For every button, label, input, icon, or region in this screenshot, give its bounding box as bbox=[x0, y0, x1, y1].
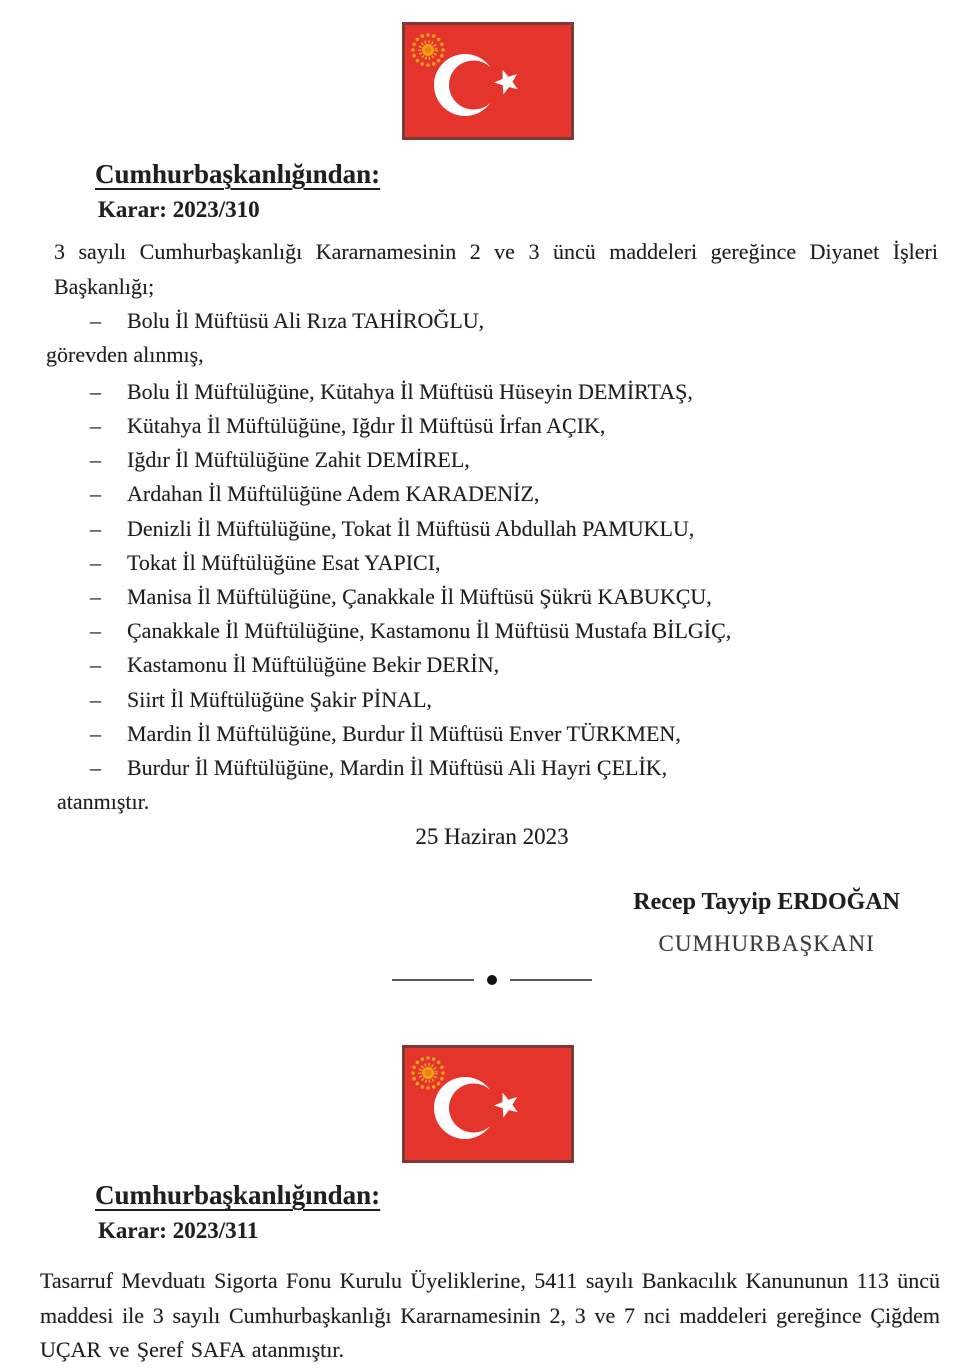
decree-section-310 bbox=[0, 22, 960, 985]
dash-marker: – bbox=[90, 652, 101, 678]
dash-marker: – bbox=[90, 412, 101, 438]
appointment-list-item bbox=[90, 614, 960, 648]
turkish-presidential-flag-icon bbox=[402, 1045, 574, 1163]
appointment-text: Çanakkale İl Müftülüğüne, Kastamonu İl Müftüsü Mustafa BİLGİÇ, bbox=[127, 618, 732, 644]
removed-person-text: Bolu İl Müftüsü Ali Rıza TAHİROĞLU, bbox=[127, 308, 485, 333]
signature-title: CUMHURBAŞKANI bbox=[658, 931, 875, 957]
signature-name: Recep Tayyip ERDOĞAN bbox=[633, 889, 900, 916]
removed-list-item bbox=[90, 304, 960, 338]
dash-marker: – bbox=[90, 686, 101, 712]
turkish-presidential-flag-icon bbox=[402, 22, 574, 140]
dash-marker: – bbox=[90, 720, 101, 746]
dash-marker: – bbox=[90, 308, 101, 333]
dash-marker: – bbox=[90, 447, 101, 473]
appointment-list-item bbox=[90, 683, 960, 717]
appointment-text: Bolu İl Müftülüğüne, Kütahya İl Müftüsü Hüseyin DEMİRTAŞ, bbox=[127, 378, 693, 404]
decree-body-paragraph: Tasarruf Mevduatı Sigorta Fonu Kurulu Üyeliklerine, 5411 sayılı Bankacılık Kanununun 113 üncü maddesi ile 3 sayılı Cumhurbaşkanlığı Kararnamesinin 2, 3 ve 7 nci maddeleri gereğince Çiğdem UÇAR ve Şeref SAFA atanmıştır. bbox=[40, 1268, 940, 1363]
dash-marker: – bbox=[90, 378, 101, 404]
appointment-list-item bbox=[90, 717, 960, 751]
issuer-heading: Cumhurbaşkanlığından: bbox=[95, 1180, 381, 1211]
appointment-list-item bbox=[90, 648, 960, 682]
appointment-list-item bbox=[90, 409, 960, 443]
dash-marker: – bbox=[90, 754, 101, 780]
appointment-text: Burdur İl Müftülüğüne, Mardin İl Müftüsü Ali Hayri ÇELİK, bbox=[127, 754, 668, 780]
section-divider bbox=[0, 975, 960, 985]
appointment-text: Denizli İl Müftülüğüne, Tokat İl Müftüsü Abdullah PAMUKLU, bbox=[127, 515, 695, 541]
dash-marker: – bbox=[90, 618, 101, 644]
closing-note: atanmıştır. bbox=[57, 789, 150, 815]
appointment-text: Manisa İl Müftülüğüne, Çanakkale İl Müftüsü Şükrü KABUKÇU, bbox=[127, 583, 712, 609]
appointment-text: Ardahan İl Müftülüğüne Adem KARADENİZ, bbox=[127, 481, 540, 507]
appointment-text: Siirt İl Müftülüğüne Şakir PİNAL, bbox=[127, 686, 432, 712]
intro-paragraph: 3 sayılı Cumhurbaşkanlığı Kararnamesinin 2 ve 3 üncü maddeleri gereğince Diyanet İşleri Başkanlığı; bbox=[54, 239, 938, 299]
appointment-text: Iğdır İl Müftülüğüne Zahit DEMİREL, bbox=[127, 447, 470, 473]
appointment-list-item bbox=[90, 751, 960, 785]
issuer-heading: Cumhurbaşkanlığından: bbox=[95, 159, 381, 189]
divider-line bbox=[392, 979, 474, 982]
removed-note: görevden alınmış, bbox=[46, 342, 204, 368]
turkish-presidential-flag bbox=[402, 22, 574, 140]
dash-marker: – bbox=[90, 549, 101, 575]
appointment-list-item bbox=[90, 443, 960, 477]
appointment-list-item bbox=[90, 512, 960, 546]
appointment-text: Kütahya İl Müftülüğüne, Iğdır İl Müftüsü İrfan AÇIK, bbox=[127, 412, 606, 438]
dash-marker: – bbox=[90, 481, 101, 507]
appointment-list-item bbox=[90, 546, 960, 580]
signature-block bbox=[633, 888, 900, 958]
appointment-text: Tokat İl Müftülüğüne Esat YAPICI, bbox=[127, 549, 441, 575]
dash-marker: – bbox=[90, 583, 101, 609]
appointment-list-item bbox=[90, 477, 960, 511]
divider-dot-icon bbox=[487, 975, 497, 985]
decision-number: Karar: 2023/311 bbox=[98, 1218, 259, 1244]
appointment-list-item bbox=[90, 375, 960, 409]
decision-number: Karar: 2023/310 bbox=[98, 197, 260, 222]
appointments-list bbox=[0, 375, 960, 785]
decree-section-311 bbox=[0, 1045, 960, 1368]
turkish-presidential-flag bbox=[402, 1045, 574, 1163]
divider-line bbox=[510, 979, 592, 982]
appointment-list-item bbox=[90, 580, 960, 614]
dash-marker: – bbox=[90, 515, 101, 541]
appointment-text: Kastamonu İl Müftülüğüne Bekir DERİN, bbox=[127, 652, 500, 678]
appointment-text: Mardin İl Müftülüğüne, Burdur İl Müftüsü Enver TÜRKMEN, bbox=[127, 720, 681, 746]
decision-date: 25 Haziran 2023 bbox=[415, 823, 569, 849]
